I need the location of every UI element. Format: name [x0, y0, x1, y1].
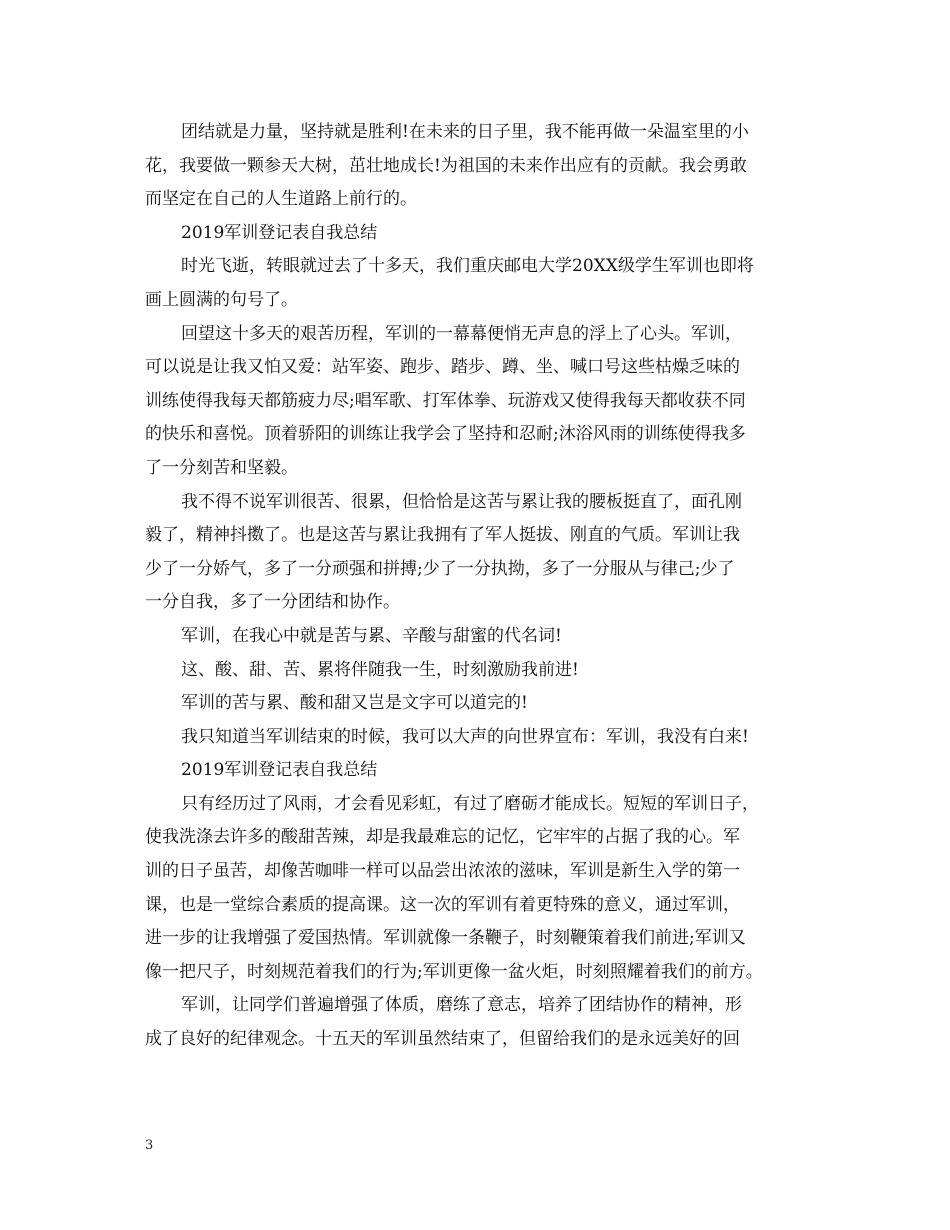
paragraph-line: 这、酸、甜、苦、累将伴随我一生，时刻激励我前进!	[181, 659, 579, 680]
paragraph-line: 成了良好的纪律观念。十五天的军训虽然结束了，但留给我们的是永远美好的回	[145, 1029, 740, 1050]
paragraph-line: 我不得不说军训很苦、很累，但恰恰是这苦与累让我的腰板挺直了，面孔刚	[181, 491, 742, 512]
paragraph-line: 训练使得我每天都筋疲力尽;唱军歌、打军体拳、玩游戏又使得我每天都收获不同	[145, 390, 746, 411]
paragraph-line: 使我洗涤去许多的酸甜苦辣，却是我最难忘的记忆，它牢牢的占据了我的心。军	[145, 827, 740, 848]
section-heading: 2019军训登记表自我总结	[181, 222, 378, 243]
paragraph-line: 而坚定在自己的人生道路上前行的。	[145, 189, 417, 210]
paragraph-line: 像一把尺子，时刻规范着我们的行为;军训更像一盆火炬，时刻照耀着我们的前方。	[145, 961, 763, 982]
paragraph-line: 军训，在我心中就是苦与累、辛酸与甜蜜的代名词!	[181, 625, 562, 646]
paragraph-line: 毅了，精神抖擞了。也是这苦与累让我拥有了军人挺拔、刚直的气质。军训让我	[145, 525, 740, 546]
paragraph-line: 可以说是让我又怕又爱：站军姿、跑步、踏步、蹲、坐、喊口号这些枯燥乏味的	[145, 357, 740, 378]
paragraph-line: 训的日子虽苦，却像苦咖啡一样可以品尝出浓浓的滋味，军训是新生入学的第一	[145, 861, 740, 882]
paragraph-line: 少了一分娇气，多了一分顽强和拼搏;少了一分执拗，多了一分服从与律己;少了	[145, 558, 735, 579]
paragraph-line: 画上圆满的句号了。	[145, 289, 298, 310]
paragraph-line: 一分自我，多了一分团结和协作。	[145, 592, 400, 613]
document-body	[145, 116, 825, 1057]
paragraph-line: 只有经历过了风雨，才会看见彩虹，有过了磨砺才能成长。短短的军训日子，	[181, 793, 759, 814]
paragraph-line: 回望这十多天的艰苦历程，军训的一幕幕便悄无声息的浮上了心头。军训，	[181, 323, 742, 344]
paragraph-line: 军训的苦与累、酸和甜又岂是文字可以道完的!	[181, 693, 528, 714]
paragraph-line: 团结就是力量，坚持就是胜利!在未来的日子里，我不能再做一朵温室里的小	[181, 122, 749, 142]
page-number: 3	[145, 1138, 154, 1153]
paragraph-line: 时光飞逝，转眼就过去了十多天，我们重庆邮电大学20XX级学生军训也即将	[181, 256, 754, 277]
paragraph-line: 军训，让同学们普遍增强了体质，磨练了意志，培养了团结协作的精神，形	[181, 995, 742, 1016]
paragraph-line: 进一步的让我增强了爱国热情。军训就像一条鞭子，时刻鞭策着我们前进;军训又	[145, 928, 746, 949]
paragraph-line: 的快乐和喜悦。顶着骄阳的训练让我学会了坚持和忍耐;沐浴风雨的训练使得我多	[145, 424, 746, 445]
paragraph-line: 花，我要做一颗参天大树，茁壮地成长!为祖国的未来作出应有的贡献。我会勇敢	[145, 155, 747, 176]
section-heading: 2019军训登记表自我总结	[181, 760, 378, 781]
paragraph-line: 我只知道当军训结束的时候，我可以大声的向世界宣布：军训，我没有白来!	[181, 726, 749, 747]
paragraph-line: 课，也是一堂综合素质的提高课。这一次的军训有着更特殊的意义，通过军训，	[145, 894, 740, 915]
paragraph-line: 了一分刻苦和坚毅。	[145, 457, 298, 478]
